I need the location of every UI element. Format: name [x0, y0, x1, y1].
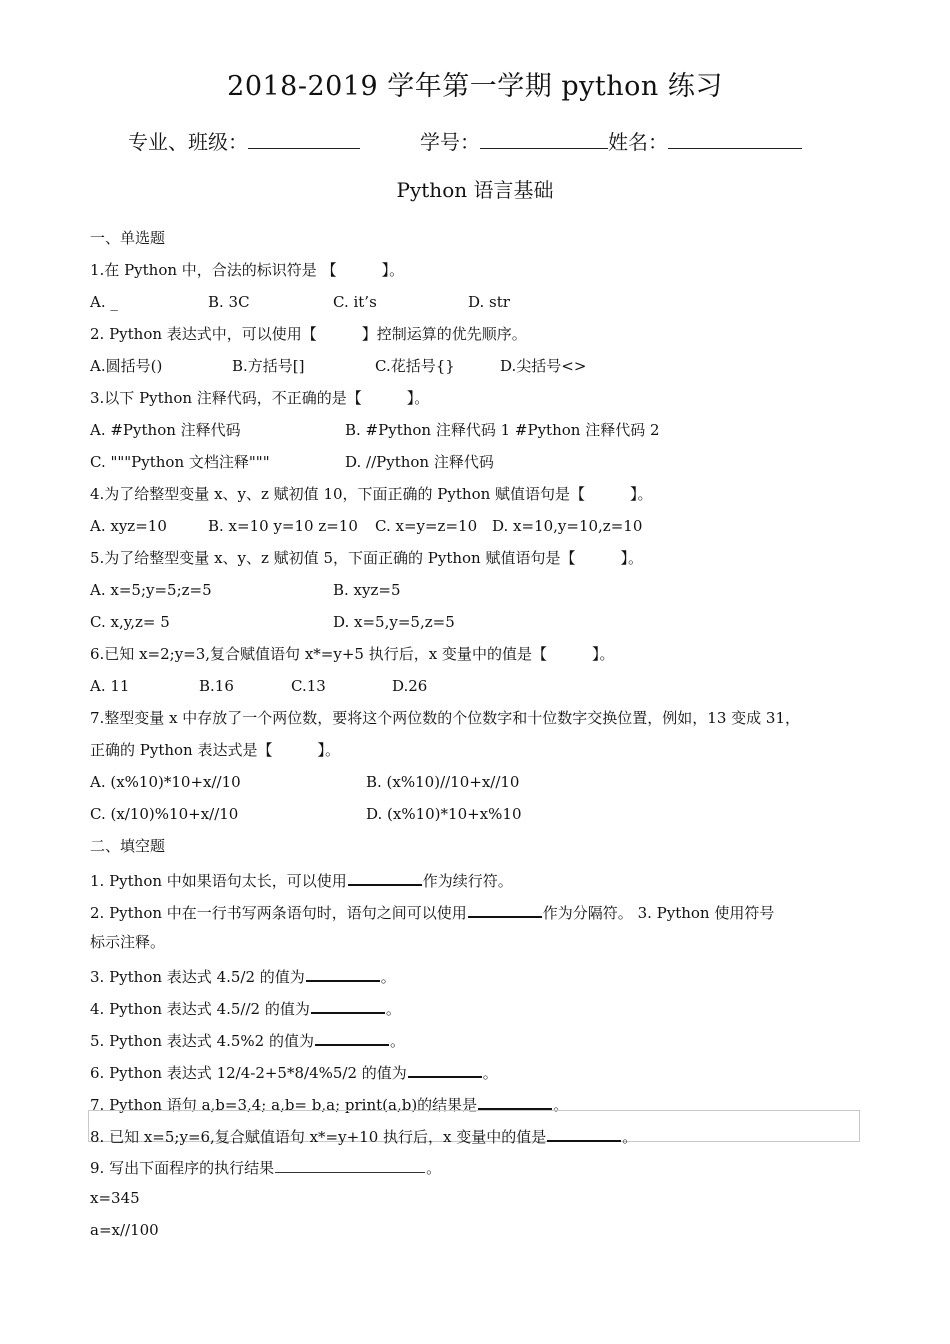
question-2-option-b: B.方括号[] [232, 357, 305, 375]
answer-blank[interactable] [311, 996, 385, 1014]
question-1-option-c: C. it’s [333, 293, 377, 311]
question-3-option-a: A. #Python 注释代码 [90, 421, 241, 439]
answer-blank[interactable] [547, 1124, 621, 1142]
major-class-field [128, 126, 360, 155]
question-6-option-b: B.16 [199, 677, 234, 695]
question-7-option-a: A. (x%10)*10+x//10 [90, 773, 241, 791]
fill-question-7-text: 7. Python 语句 a,b=3,4; a,b= b,a; print(a,b)的结果是 [90, 1096, 478, 1114]
question-3-stem: 3.以下 Python 注释代码，不正确的是【 】。 [90, 389, 430, 407]
fill-question-1 [90, 868, 513, 891]
question-4-stem: 4.为了给整型变量 x、y、z 赋初值 10，下面正确的 Python 赋值语句是【 】。 [90, 485, 653, 503]
fill-question-8-text: 8. 已知 x=5;y=6,复合赋值语句 x*=y+10 执行后，x 变量中的值是 [90, 1128, 547, 1146]
code-line-1: x=345 [90, 1189, 140, 1207]
question-7-stem: 7.整型变量 x 中存放了一个两位数，要将这个两位数的个位数字和十位数字交换位置，例如，13 变成 31， [90, 709, 801, 727]
question-7-option-d: D. (x%10)*10+x%10 [366, 805, 522, 823]
question-7-option-b: B. (x%10)//10+x//10 [366, 773, 520, 791]
fill-question-7-suffix: 。 [553, 1096, 569, 1114]
question-1-option-d: D. str [468, 293, 510, 311]
student-id-blank [480, 128, 608, 149]
question-1-stem: 1.在 Python 中，合法的标识符是 【 】。 [90, 261, 405, 279]
answer-blank[interactable] [478, 1092, 552, 1110]
fill-question-2-continued: 标示注释。 [90, 933, 166, 951]
question-1-option-a: A. _ [90, 293, 118, 311]
student-name-label: 姓名： [608, 130, 668, 154]
section-subtitle: Python 语言基础 [396, 178, 554, 202]
question-1-option-b: B. 3C [208, 293, 250, 311]
question-2-option-c: C.花括号{} [375, 357, 455, 375]
answer-blank[interactable] [348, 868, 422, 886]
fill-question-3-text: 3. Python 表达式 4.5/2 的值为 [90, 968, 305, 986]
answer-blank[interactable] [408, 1060, 482, 1078]
fill-question-3-suffix: 。 [380, 968, 396, 986]
fill-question-6-text: 6. Python 表达式 12/4-2+5*8/4%5/2 的值为 [90, 1064, 407, 1082]
answer-blank[interactable] [275, 1156, 425, 1173]
student-id-field [420, 126, 802, 155]
question-4-option-c: C. x=y=z=10 [375, 517, 478, 535]
question-6-option-c: C.13 [291, 677, 326, 695]
question-2-stem: 2. Python 表达式中，可以使用【 】控制运算的优先顺序。 [90, 325, 527, 343]
fill-question-2-suffix: 作为分隔符。 3. Python 使用符号 [542, 904, 775, 922]
fill-question-4-suffix: 。 [385, 1000, 401, 1018]
page-title: 2018-2019 学年第一学期 python 练习 [227, 71, 723, 102]
answer-blank[interactable] [306, 964, 380, 982]
section-heading-fill-in: 二、填空题 [90, 837, 166, 855]
fill-question-6 [90, 1060, 498, 1083]
question-2-option-d: D.尖括号<> [500, 357, 587, 375]
question-4-option-b: B. x=10 y=10 z=10 [208, 517, 358, 535]
question-2-option-a: A.圆括号() [90, 357, 163, 375]
question-5-option-b: B. xyz=5 [333, 581, 401, 599]
fill-question-9-suffix: 。 [426, 1159, 442, 1177]
fill-question-5-suffix: 。 [389, 1032, 405, 1050]
fill-question-1-text: 1. Python 中如果语句太长，可以使用 [90, 872, 347, 890]
question-5-option-a: A. x=5;y=5;z=5 [90, 581, 212, 599]
question-5-option-c: C. x,y,z= 5 [90, 613, 170, 631]
fill-question-8 [90, 1124, 637, 1147]
question-6-option-d: D.26 [392, 677, 428, 695]
question-6-option-a: A. 11 [90, 677, 130, 695]
question-3-option-d: D. //Python 注释代码 [345, 453, 494, 471]
question-4-option-a: A. xyz=10 [90, 517, 167, 535]
fill-question-1-suffix: 作为续行符。 [422, 872, 513, 890]
fill-question-5-text: 5. Python 表达式 4.5%2 的值为 [90, 1032, 314, 1050]
fill-question-6-suffix: 。 [482, 1064, 498, 1082]
question-5-stem: 5.为了给整型变量 x、y、z 赋初值 5，下面正确的 Python 赋值语句是【 】。 [90, 549, 643, 567]
question-5-option-d: D. x=5,y=5,z=5 [333, 613, 455, 631]
question-3-option-b: B. #Python 注释代码 1 #Python 注释代码 2 [345, 421, 660, 439]
answer-blank[interactable] [468, 900, 542, 918]
fill-question-8-suffix: 。 [622, 1128, 638, 1146]
fill-question-2-text: 2. Python 中在一行书写两条语句时，语句之间可以使用 [90, 904, 467, 922]
question-3-option-c: C. """Python 文档注释""" [90, 453, 270, 471]
fill-question-4-text: 4. Python 表达式 4.5//2 的值为 [90, 1000, 310, 1018]
fill-question-9 [90, 1156, 441, 1178]
major-class-label: 专业、班级： [128, 130, 248, 154]
fill-question-5 [90, 1028, 405, 1051]
question-7-stem-continued: 正确的 Python 表达式是【 】。 [90, 741, 340, 759]
fill-question-9-text: 9. 写出下面程序的执行结果 [90, 1159, 275, 1177]
answer-blank[interactable] [315, 1028, 389, 1046]
question-6-stem: 6.已知 x=2;y=3,复合赋值语句 x*=y+5 执行后，x 变量中的值是【 】。 [90, 645, 615, 663]
section-heading-choice: 一、单选题 [90, 229, 166, 247]
major-class-blank [248, 128, 360, 149]
question-4-option-d: D. x=10,y=10,z=10 [492, 517, 643, 535]
student-id-label: 学号： [420, 130, 480, 154]
question-7-option-c: C. (x/10)%10+x//10 [90, 805, 239, 823]
fill-question-2 [90, 900, 774, 923]
code-line-2: a=x//100 [90, 1221, 159, 1239]
fill-question-4 [90, 996, 401, 1019]
fill-question-3 [90, 964, 396, 987]
student-name-blank [668, 128, 802, 149]
